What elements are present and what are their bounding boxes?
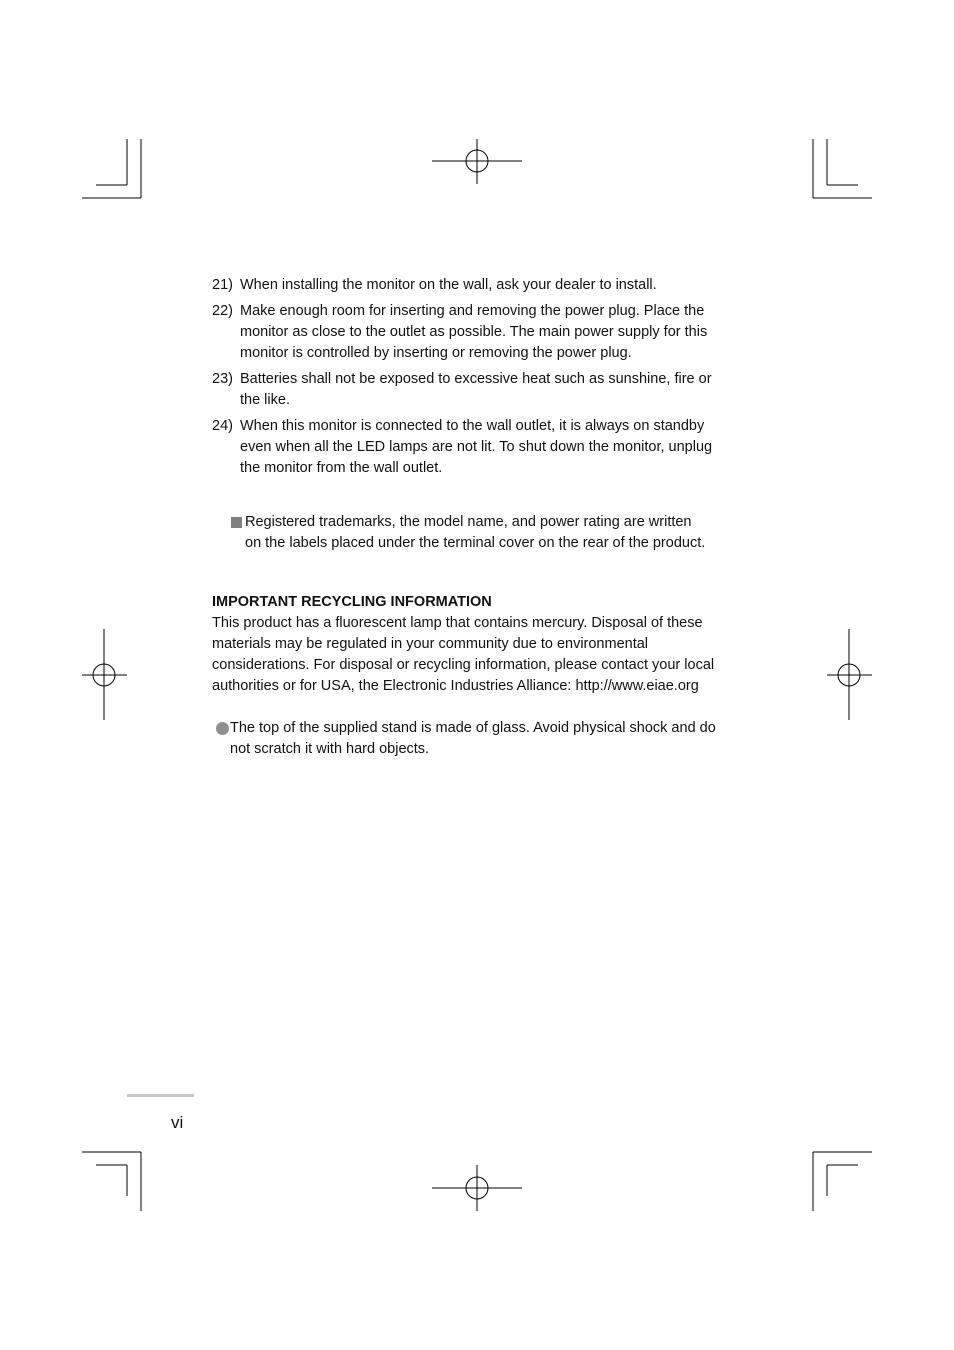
- square-bullet-icon: [231, 517, 242, 528]
- item-number: 22): [212, 303, 233, 319]
- trademark-note-line: on the labels placed under the terminal cover on the rear of the product.: [245, 535, 706, 551]
- glass-note-text: The top of the supplied stand is made of glass. Avoid physical shock and do not scratch it with hard objects.: [230, 720, 716, 757]
- page-number: vi: [171, 1113, 184, 1132]
- page-number-rule: [127, 1094, 194, 1097]
- item-text: Make enough room for inserting and removing the power plug. Place the monitor as close to the outlet as possible. The main power supply for this monitor is controlled by inserting or removing the power plug.: [240, 303, 708, 361]
- item-number: 24): [212, 418, 233, 434]
- list-item: [212, 416, 732, 479]
- recycling-body: This product has a fluorescent lamp that contains mercury. Disposal of these materials may be regulated in your community due to environmental considerations. For disposal or recycling information, please contact your local authorities or for USA, the Electronic Industries Alliance: http://www.eiae.org: [212, 615, 715, 694]
- recycling-heading: IMPORTANT RECYCLING INFORMATION: [212, 594, 492, 610]
- main-content: [212, 275, 732, 760]
- item-text: Batteries shall not be exposed to excessive heat such as sunshine, fire or the like.: [240, 371, 712, 408]
- list-item: [212, 369, 732, 411]
- glass-note: [216, 718, 732, 760]
- item-number: 21): [212, 277, 233, 293]
- item-text: When installing the monitor on the wall, ask your dealer to install.: [240, 277, 657, 293]
- list-item: [212, 275, 732, 296]
- item-text: When this monitor is connected to the wall outlet, it is always on standby even when all the LED lamps are not lit. To shut down the monitor, unplug the monitor from the wall outlet.: [240, 418, 713, 476]
- numbered-list: [212, 275, 732, 479]
- item-number: 23): [212, 371, 233, 387]
- trademark-note-line: Registered trademarks, the model name, and power rating are written: [245, 514, 692, 530]
- list-item: [212, 301, 732, 364]
- circle-bullet-icon: [216, 722, 229, 735]
- trademark-note: [231, 512, 732, 554]
